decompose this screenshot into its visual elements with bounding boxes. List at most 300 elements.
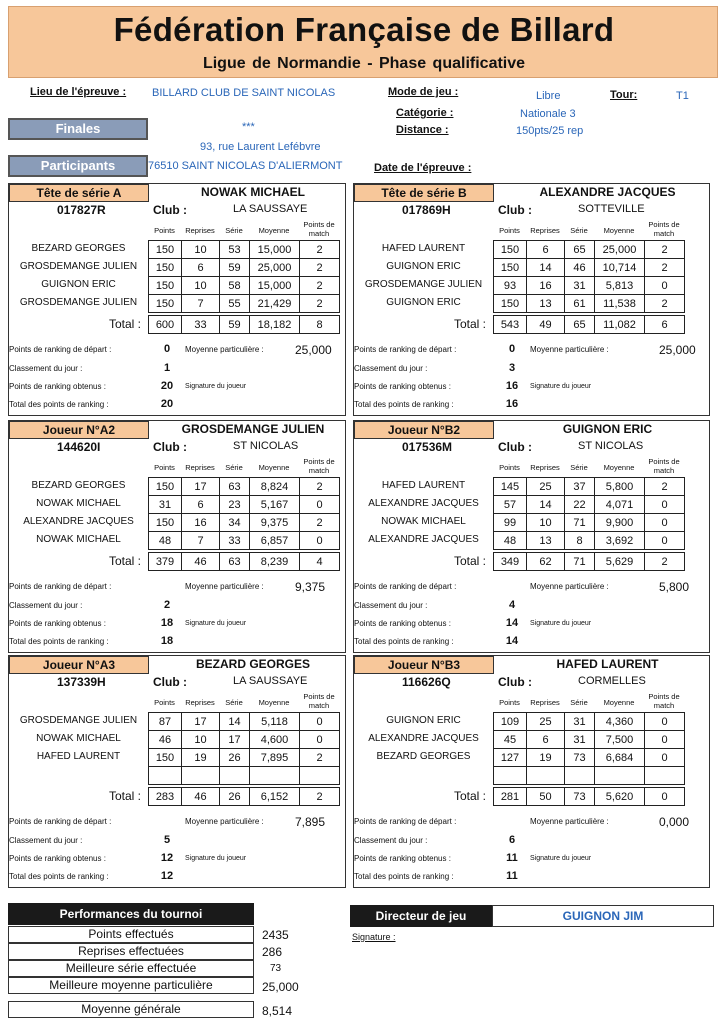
- club-label: Club :: [153, 675, 187, 689]
- moyenne-generale-label: Moyenne générale: [8, 1001, 254, 1018]
- player-name: HAFED LAURENT: [556, 657, 659, 671]
- stat-value-ranking-depart: 0: [508, 343, 516, 355]
- column-header-moyenne: Moyenne: [603, 226, 635, 235]
- stat-value-total-ranking: 14: [505, 635, 519, 647]
- total-cell: 49: [527, 316, 565, 334]
- player-name: GROSDEMANGE JULIEN: [181, 422, 325, 436]
- results-table: [493, 240, 685, 313]
- opponent-name: BEZARD GEORGES: [376, 751, 471, 762]
- total-cell: 18,182: [250, 316, 300, 334]
- stat-label-classement: Classement du jour :: [9, 601, 83, 610]
- opponent-name: GROSDEMANGE JULIEN: [364, 279, 483, 290]
- stat-value-ranking-obtenus: 11: [506, 852, 518, 864]
- table-cell: 150: [494, 241, 527, 259]
- table-cell: 127: [494, 749, 527, 767]
- table-cell: 48: [149, 532, 182, 550]
- reprises-effectuees-value: 286: [262, 945, 283, 959]
- table-cell: 2: [300, 241, 340, 259]
- page-header: [8, 6, 718, 78]
- stat-label-classement: Classement du jour :: [9, 836, 83, 845]
- table-row: [494, 478, 685, 496]
- reprises-effectuees-label: Reprises effectuées: [8, 943, 254, 960]
- license-number: 144620I: [57, 440, 101, 454]
- column-header-serie: Série: [225, 226, 243, 235]
- table-cell: 5,167: [250, 496, 300, 514]
- total-cell: 5,629: [595, 553, 645, 571]
- stat-label-total-ranking: Total des points de ranking :: [354, 400, 454, 409]
- meilleure-serie-value: 73: [270, 963, 282, 974]
- column-header-moyenne: Moyenne: [258, 463, 290, 472]
- table-cell: 0: [645, 532, 685, 550]
- stat-value-total-ranking: 18: [160, 635, 174, 647]
- table-cell: 34: [220, 514, 250, 532]
- moyenne-generale-value: 8,514: [262, 1004, 293, 1018]
- table-cell: 2: [645, 295, 685, 313]
- table-cell: 6: [182, 496, 220, 514]
- column-header-reprises: Reprises: [530, 226, 560, 235]
- table-cell: 7: [182, 532, 220, 550]
- opponent-name: NOWAK MICHAEL: [381, 516, 466, 527]
- table-cell: [220, 767, 250, 785]
- column-header-points-match: Points de match: [303, 457, 335, 475]
- table-cell: 7,500: [595, 731, 645, 749]
- stat-value-total-ranking: 12: [160, 870, 174, 882]
- table-cell: 4,071: [595, 496, 645, 514]
- opponent-name: BEZARD GEORGES: [31, 243, 126, 254]
- table-cell: 0: [645, 731, 685, 749]
- table-cell: 65: [565, 241, 595, 259]
- stat-label-ranking-depart: Points de ranking de départ :: [354, 817, 457, 826]
- table-cell: 17: [182, 478, 220, 496]
- table-cell: 22: [565, 496, 595, 514]
- player-signature-label: Signature du joueur: [185, 383, 247, 390]
- column-header-points-match: Points de match: [648, 692, 680, 710]
- table-cell: 150: [149, 259, 182, 277]
- table-cell: 16: [182, 514, 220, 532]
- column-header-points: Points: [154, 698, 175, 707]
- player-signature-label: Signature du joueur: [530, 620, 592, 627]
- table-row: [494, 277, 685, 295]
- totals-row: [494, 553, 685, 571]
- table-cell: 59: [220, 259, 250, 277]
- table-cell: 25,000: [250, 259, 300, 277]
- license-number: 017536M: [402, 440, 453, 454]
- total-cell: 4: [300, 553, 340, 571]
- table-cell: 6,684: [595, 749, 645, 767]
- player-name: NOWAK MICHAEL: [201, 185, 305, 199]
- player-name: BEZARD GEORGES: [195, 657, 310, 671]
- column-header-points: Points: [154, 463, 175, 472]
- table-cell: 71: [565, 514, 595, 532]
- stat-label-ranking-depart: Points de ranking de départ :: [354, 582, 457, 591]
- opponent-name: NOWAK MICHAEL: [36, 498, 121, 509]
- totals-table: [148, 787, 340, 806]
- moyenne-particuliere-label: Moyenne particulière :: [530, 817, 609, 826]
- opponent-name: GROSDEMANGE JULIEN: [19, 261, 138, 272]
- table-cell: 2: [300, 478, 340, 496]
- panel-heading: Joueur N°B2: [354, 421, 494, 439]
- table-cell: 5,118: [250, 713, 300, 731]
- table-row: [494, 295, 685, 313]
- table-cell: [149, 767, 182, 785]
- player-panel: [353, 183, 710, 416]
- table-cell: 14: [527, 259, 565, 277]
- table-cell: 9,900: [595, 514, 645, 532]
- column-header-serie: Série: [570, 226, 588, 235]
- totals-row: [494, 788, 685, 806]
- table-cell: 9,375: [250, 514, 300, 532]
- tour-value: T1: [676, 90, 689, 102]
- total-cell: 73: [565, 788, 595, 806]
- total-cell: 59: [220, 316, 250, 334]
- table-cell: 2: [300, 259, 340, 277]
- column-header-points: Points: [499, 698, 520, 707]
- total-cell: 281: [494, 788, 527, 806]
- stat-label-ranking-depart: Points de ranking de départ :: [9, 582, 112, 591]
- meilleure-serie-label: Meilleure série effectuée: [8, 960, 254, 977]
- column-header-reprises: Reprises: [185, 226, 215, 235]
- totals-row: [149, 316, 340, 334]
- meilleure-moyenne-value: 25,000: [262, 980, 299, 994]
- table-cell: 55: [220, 295, 250, 313]
- table-row: [149, 532, 340, 550]
- total-cell: 8: [300, 316, 340, 334]
- total-label: Total :: [453, 317, 486, 331]
- table-cell: 31: [565, 731, 595, 749]
- table-cell: 14: [220, 713, 250, 731]
- lieu-value: BILLARD CLUB DE SAINT NICOLAS: [152, 87, 336, 99]
- table-cell: 25: [527, 713, 565, 731]
- total-label: Total :: [453, 789, 486, 803]
- table-cell: [250, 767, 300, 785]
- column-header-moyenne: Moyenne: [603, 698, 635, 707]
- table-cell: 0: [300, 496, 340, 514]
- table-cell: 3,692: [595, 532, 645, 550]
- table-cell: 8,824: [250, 478, 300, 496]
- table-row: [494, 749, 685, 767]
- stat-label-ranking-obtenus: Points de ranking obtenus :: [354, 619, 451, 628]
- moyenne-particuliere-value: 25,000: [295, 343, 332, 357]
- table-row: [494, 259, 685, 277]
- finales-badge: Finales: [8, 118, 148, 140]
- table-row: [149, 496, 340, 514]
- column-header-serie: Série: [570, 463, 588, 472]
- table-cell: 26: [220, 749, 250, 767]
- table-cell: 46: [149, 731, 182, 749]
- total-label: Total :: [108, 789, 141, 803]
- club-name: ST NICOLAS: [578, 440, 644, 452]
- table-cell: 10: [182, 277, 220, 295]
- table-row: [149, 295, 340, 313]
- column-header-points: Points: [154, 226, 175, 235]
- address-line-2: 76510 SAINT NICOLAS D'ALIERMONT: [148, 160, 343, 172]
- player-name: GUIGNON ERIC: [562, 422, 653, 436]
- table-cell: 10: [182, 241, 220, 259]
- stat-label-total-ranking: Total des points de ranking :: [9, 400, 109, 409]
- club-label: Club :: [153, 440, 187, 454]
- moyenne-particuliere-value: 9,375: [295, 580, 326, 594]
- distance-value: 150pts/25 rep: [516, 125, 584, 137]
- license-number: 017827R: [57, 203, 106, 217]
- license-number: 137339H: [57, 675, 106, 689]
- opponent-name: GUIGNON ERIC: [386, 715, 461, 726]
- table-cell: 31: [565, 277, 595, 295]
- totals-table: [148, 552, 340, 571]
- results-table: [148, 712, 340, 785]
- table-cell: 57: [494, 496, 527, 514]
- performances-title: Performances du tournoi: [8, 903, 254, 925]
- stat-label-total-ranking: Total des points de ranking :: [9, 872, 109, 881]
- license-number: 017869H: [402, 203, 451, 217]
- opponent-name: ALEXANDRE JACQUES: [368, 498, 479, 509]
- directeur-label: Directeur de jeu: [350, 905, 492, 927]
- total-cell: 2: [645, 553, 685, 571]
- column-header-reprises: Reprises: [185, 463, 215, 472]
- table-cell: 6: [182, 259, 220, 277]
- total-cell: 379: [149, 553, 182, 571]
- table-cell: 2: [300, 514, 340, 532]
- total-cell: 63: [220, 553, 250, 571]
- results-table: [493, 477, 685, 550]
- total-cell: 5,620: [595, 788, 645, 806]
- stat-label-classement: Classement du jour :: [354, 601, 428, 610]
- table-cell: 31: [149, 496, 182, 514]
- table-cell: 16: [527, 277, 565, 295]
- table-cell: 73: [565, 749, 595, 767]
- table-row: [149, 277, 340, 295]
- table-cell: 2: [300, 749, 340, 767]
- table-row: [149, 514, 340, 532]
- stat-value-classement: 6: [508, 834, 516, 846]
- stat-label-classement: Classement du jour :: [9, 364, 83, 373]
- stat-label-ranking-obtenus: Points de ranking obtenus :: [9, 854, 106, 863]
- table-cell: 150: [149, 514, 182, 532]
- column-header-serie: Série: [225, 463, 243, 472]
- table-cell: 109: [494, 713, 527, 731]
- table-row: [149, 749, 340, 767]
- table-cell: 0: [645, 749, 685, 767]
- table-cell: 2: [300, 277, 340, 295]
- table-cell: 2: [300, 295, 340, 313]
- stat-value-classement: 2: [163, 599, 171, 611]
- table-cell: 7: [182, 295, 220, 313]
- moyenne-particuliere-value: 7,895: [295, 815, 326, 829]
- player-panel: [8, 420, 346, 653]
- player-signature-label: Signature du joueur: [185, 620, 247, 627]
- stat-value-classement: 4: [508, 599, 516, 611]
- total-cell: 46: [182, 788, 220, 806]
- column-header-reprises: Reprises: [530, 698, 560, 707]
- player-signature-label: Signature du joueur: [530, 855, 592, 862]
- results-table: [493, 712, 685, 785]
- column-header-serie: Série: [225, 698, 243, 707]
- table-cell: 14: [527, 496, 565, 514]
- page-subtitle: Ligue de Normandie - Phase qualificative: [202, 55, 526, 72]
- total-cell: 71: [565, 553, 595, 571]
- table-cell: 31: [565, 713, 595, 731]
- table-row: [149, 713, 340, 731]
- table-cell: 13: [527, 532, 565, 550]
- results-table: [148, 477, 340, 550]
- table-cell: [494, 767, 527, 785]
- player-panel: [353, 420, 710, 653]
- moyenne-particuliere-label: Moyenne particulière :: [185, 817, 264, 826]
- opponent-name: NOWAK MICHAEL: [36, 534, 121, 545]
- table-cell: 8: [565, 532, 595, 550]
- total-cell: 65: [565, 316, 595, 334]
- player-name: ALEXANDRE JACQUES: [539, 185, 676, 199]
- table-cell: [182, 767, 220, 785]
- table-cell: 19: [182, 749, 220, 767]
- table-cell: 0: [645, 496, 685, 514]
- table-cell: 87: [149, 713, 182, 731]
- table-cell: 5,813: [595, 277, 645, 295]
- opponent-name: GROSDEMANGE JULIEN: [19, 297, 138, 308]
- player-signature-label: Signature du joueur: [530, 383, 592, 390]
- table-cell: 7,895: [250, 749, 300, 767]
- table-cell: 150: [149, 241, 182, 259]
- column-header-moyenne: Moyenne: [258, 226, 290, 235]
- table-cell: 5,800: [595, 478, 645, 496]
- total-cell: 349: [494, 553, 527, 571]
- table-cell: 2: [645, 241, 685, 259]
- opponent-name: BEZARD GEORGES: [31, 480, 126, 491]
- total-cell: 6,152: [250, 788, 300, 806]
- player-panel: [353, 655, 710, 888]
- table-row: [149, 478, 340, 496]
- column-header-points: Points: [499, 226, 520, 235]
- table-cell: [527, 767, 565, 785]
- date-label: Date de l'épreuve :: [374, 162, 472, 174]
- distance-label: Distance :: [396, 124, 449, 136]
- total-label: Total :: [108, 317, 141, 331]
- total-cell: 0: [645, 788, 685, 806]
- moyenne-particuliere-label: Moyenne particulière :: [530, 582, 609, 591]
- total-cell: 62: [527, 553, 565, 571]
- mode-label: Mode de jeu :: [388, 86, 459, 98]
- column-header-points-match: Points de match: [648, 457, 680, 475]
- player-panel: [8, 655, 346, 888]
- stat-value-classement: 1: [163, 362, 171, 374]
- table-cell: 17: [182, 713, 220, 731]
- table-cell: 19: [527, 749, 565, 767]
- table-cell: 58: [220, 277, 250, 295]
- total-cell: 33: [182, 316, 220, 334]
- address-line-1: 93, rue Laurent Lefébvre: [200, 141, 321, 153]
- table-cell: [300, 767, 340, 785]
- totals-table: [493, 315, 685, 334]
- license-number: 116626Q: [402, 675, 451, 689]
- table-row: [494, 241, 685, 259]
- club-name: CORMELLES: [578, 675, 646, 687]
- table-cell: 17: [220, 731, 250, 749]
- opponent-name: ALEXANDRE JACQUES: [368, 534, 479, 545]
- table-cell: 0: [300, 532, 340, 550]
- table-cell: 23: [220, 496, 250, 514]
- club-label: Club :: [153, 203, 187, 217]
- table-cell: 150: [149, 749, 182, 767]
- table-cell: 25,000: [595, 241, 645, 259]
- meilleure-moyenne-label: Meilleure moyenne particulière: [8, 977, 254, 994]
- table-row: [149, 259, 340, 277]
- table-cell: 0: [645, 713, 685, 731]
- stat-value-ranking-obtenus: 14: [505, 617, 519, 629]
- table-cell: 6,857: [250, 532, 300, 550]
- player-signature-label: Signature du joueur: [185, 855, 247, 862]
- table-cell: 46: [565, 259, 595, 277]
- moyenne-particuliere-label: Moyenne particulière :: [185, 582, 264, 591]
- club-name: LA SAUSSAYE: [233, 675, 308, 687]
- stat-value-ranking-obtenus: 18: [160, 617, 174, 629]
- total-cell: 46: [182, 553, 220, 571]
- stat-value-total-ranking: 11: [506, 870, 518, 882]
- column-header-moyenne: Moyenne: [603, 463, 635, 472]
- table-cell: 6: [527, 731, 565, 749]
- club-label: Club :: [498, 440, 532, 454]
- page-title: Fédération Française de Billard: [113, 11, 615, 48]
- opponent-name: HAFED LAURENT: [381, 243, 466, 254]
- club-name: LA SAUSSAYE: [233, 203, 308, 215]
- panel-heading: Joueur N°B3: [354, 656, 494, 674]
- table-cell: 150: [149, 295, 182, 313]
- signature-label: Signature :: [352, 932, 396, 942]
- moyenne-particuliere-label: Moyenne particulière :: [530, 345, 609, 354]
- results-table: [148, 240, 340, 313]
- table-row: [149, 731, 340, 749]
- player-panel: [8, 183, 346, 416]
- table-row: [494, 514, 685, 532]
- totals-table: [493, 552, 685, 571]
- stat-label-ranking-obtenus: Points de ranking obtenus :: [354, 854, 451, 863]
- totals-table: [148, 315, 340, 334]
- totals-row: [149, 788, 340, 806]
- table-cell: 145: [494, 478, 527, 496]
- total-cell: 6: [645, 316, 685, 334]
- stat-value-total-ranking: 16: [505, 398, 519, 410]
- club-label: Club :: [498, 203, 532, 217]
- column-header-points-match: Points de match: [648, 220, 680, 238]
- stat-label-ranking-obtenus: Points de ranking obtenus :: [9, 619, 106, 628]
- opponent-name: ALEXANDRE JACQUES: [23, 516, 134, 527]
- table-row: [494, 767, 685, 785]
- column-header-reprises: Reprises: [530, 463, 560, 472]
- totals-row: [149, 553, 340, 571]
- table-cell: 10: [182, 731, 220, 749]
- stat-value-ranking-obtenus: 20: [160, 380, 174, 392]
- table-cell: 93: [494, 277, 527, 295]
- stat-value-ranking-obtenus: 16: [505, 380, 519, 392]
- stat-label-ranking-obtenus: Points de ranking obtenus :: [354, 382, 451, 391]
- table-row: [149, 767, 340, 785]
- table-cell: 37: [565, 478, 595, 496]
- opponent-name: GUIGNON ERIC: [386, 261, 461, 272]
- table-cell: 15,000: [250, 241, 300, 259]
- totals-table: [493, 787, 685, 806]
- table-row: [494, 496, 685, 514]
- stars: ***: [242, 121, 255, 133]
- panel-heading: Tête de série A: [9, 184, 149, 202]
- table-cell: 61: [565, 295, 595, 313]
- table-row: [149, 241, 340, 259]
- stat-value-total-ranking: 20: [160, 398, 174, 410]
- participants-badge: Participants: [8, 155, 148, 177]
- table-cell: 6: [527, 241, 565, 259]
- total-label: Total :: [453, 554, 486, 568]
- table-cell: 99: [494, 514, 527, 532]
- total-cell: 50: [527, 788, 565, 806]
- stat-label-ranking-obtenus: Points de ranking obtenus :: [9, 382, 106, 391]
- total-label: Total :: [108, 554, 141, 568]
